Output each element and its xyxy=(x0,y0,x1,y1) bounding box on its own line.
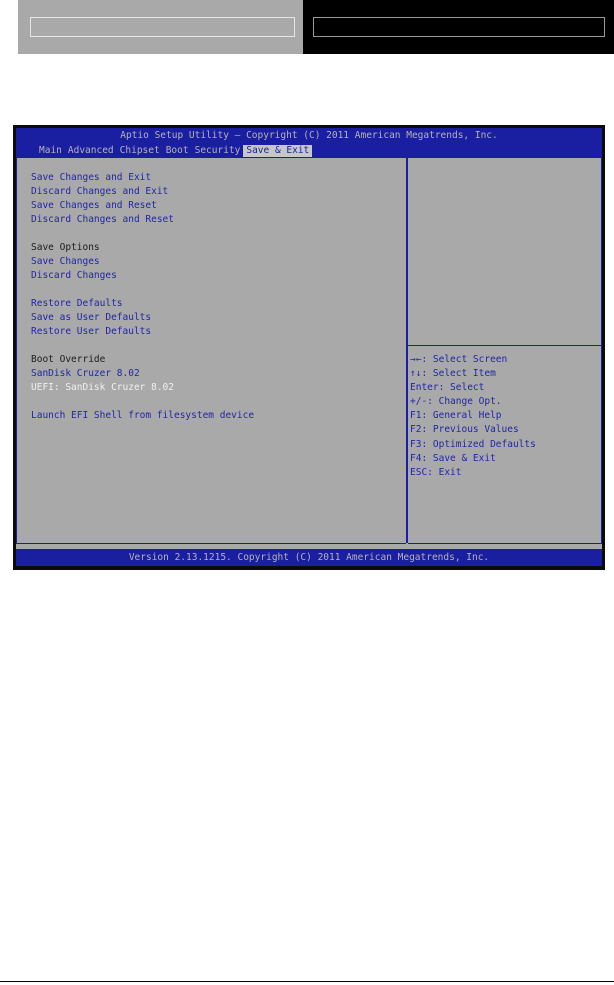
tab-chipset[interactable]: Chipset xyxy=(119,145,160,156)
bios-version: Version 2.13.1215. Copyright (C) 2011 American Megatrends, Inc. xyxy=(128,552,490,563)
section-boot-override: Boot Override xyxy=(31,354,106,365)
menu-item-sandisk-cruzer[interactable]: SanDisk Cruzer 8.02 xyxy=(31,368,140,379)
tab-main[interactable]: Main xyxy=(39,145,62,156)
help-pane-border xyxy=(408,157,602,544)
manual-header-right xyxy=(303,0,614,54)
tab-bar xyxy=(36,145,312,157)
menu-item-save-as-user-defaults[interactable]: Save as User Defaults xyxy=(31,312,152,323)
help-save-exit: F4: Save & Exit xyxy=(410,452,496,464)
bios-title-bar xyxy=(16,128,602,157)
header-left-rule xyxy=(30,17,295,37)
key-help xyxy=(410,353,536,480)
manual-header-left xyxy=(18,0,303,54)
menu-item-uefi-sandisk-cruzer[interactable]: UEFI: SanDisk Cruzer 8.02 xyxy=(31,382,174,393)
header-right-rule xyxy=(313,17,605,37)
tab-save-exit[interactable]: Save & Exit xyxy=(243,145,312,157)
tab-advanced[interactable]: Advanced xyxy=(67,145,114,156)
menu-item-restore-defaults[interactable]: Restore Defaults xyxy=(31,298,123,309)
help-select-screen: →←: Select Screen xyxy=(410,354,508,365)
menu-item-save-changes-and-reset[interactable]: Save Changes and Reset xyxy=(31,200,157,211)
help-general-help: F1: General Help xyxy=(410,410,502,422)
help-enter-select: Enter: Select xyxy=(410,382,485,394)
menu-item-save-changes[interactable]: Save Changes xyxy=(31,256,100,267)
help-divider xyxy=(408,345,602,346)
help-select-item: ↑↓: Select Item xyxy=(410,368,496,380)
menu-item-discard-changes[interactable]: Discard Changes xyxy=(31,270,117,281)
menu-item-launch-efi-shell[interactable]: Launch EFI Shell from filesystem device xyxy=(31,410,255,421)
tab-security[interactable]: Security xyxy=(194,145,241,156)
bios-screenshot xyxy=(13,125,605,570)
help-previous-values: F2: Previous Values xyxy=(410,424,519,436)
bios-status-bar xyxy=(16,549,602,566)
tab-boot[interactable]: Boot xyxy=(165,145,189,156)
menu-item-restore-user-defaults[interactable]: Restore User Defaults xyxy=(31,326,152,337)
page-footer-rule xyxy=(0,981,614,982)
menu-item-save-changes-and-exit[interactable]: Save Changes and Exit xyxy=(31,172,152,183)
help-change-opt: +/-: Change Opt. xyxy=(410,396,502,408)
bios-content-panel xyxy=(16,157,602,549)
menu-item-discard-changes-and-reset[interactable]: Discard Changes and Reset xyxy=(31,214,174,225)
bios-title: Aptio Setup Utility – Copyright (C) 2011 American Megatrends, Inc. xyxy=(120,130,498,141)
section-save-options: Save Options xyxy=(31,242,100,253)
help-esc-exit: ESC: Exit xyxy=(410,466,462,478)
menu-item-discard-changes-and-exit[interactable]: Discard Changes and Exit xyxy=(31,186,169,197)
help-optimized-defaults: F3: Optimized Defaults xyxy=(410,438,536,450)
